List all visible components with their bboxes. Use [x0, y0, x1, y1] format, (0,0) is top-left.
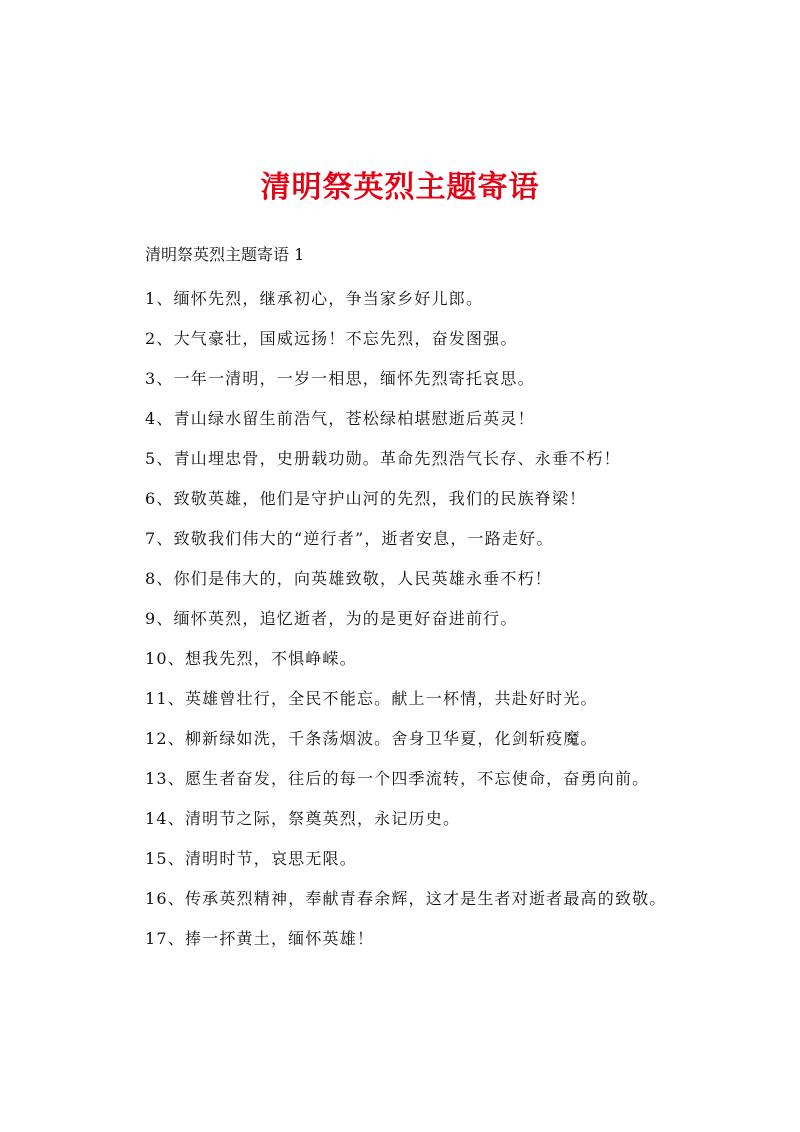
section-heading: 清明祭英烈主题寄语 1 — [145, 245, 305, 264]
list-item: 4、青山绿水留生前浩气，苍松绿柏堪慰逝后英灵！ — [145, 409, 535, 428]
page-title: 清明祭英烈主题寄语 — [260, 170, 540, 205]
list-item: 13、愿生者奋发，往后的每一个四季流转，不忘使命，奋勇向前。 — [145, 769, 650, 788]
list-item: 10、想我先烈，不惧峥嵘。 — [145, 649, 357, 668]
list-item: 5、青山埋忠骨，史册载功勋。革命先烈浩气长存、永垂不朽！ — [145, 449, 621, 468]
list-item: 3、一年一清明，一岁一相思，缅怀先烈寄托哀思。 — [145, 369, 535, 388]
list-item: 2、大气豪壮，国威远扬！不忘先烈，奋发图强。 — [145, 329, 518, 348]
list-item: 17、捧一抔黄土，缅怀英雄！ — [145, 929, 375, 948]
list-item: 15、清明时节，哀思无限。 — [145, 849, 357, 868]
list-item: 8、你们是伟大的，向英雄致敬，人民英雄永垂不朽！ — [145, 569, 552, 588]
list-item: 1、缅怀先烈，继承初心，争当家乡好儿郎。 — [145, 289, 484, 308]
list-item: 7、致敬我们伟大的“逆行者”，逝者安息，一路走好。 — [145, 529, 554, 548]
list-item: 12、柳新绿如洗，千条荡烟波。舍身卫华夏，化剑斩疫魔。 — [145, 729, 598, 748]
list-item: 16、传承英烈精神，奉献青春余辉，这才是生者对逝者最高的致敬。 — [145, 889, 667, 908]
list-item: 14、清明节之际，祭奠英烈，永记历史。 — [145, 809, 461, 828]
message-list — [145, 286, 785, 966]
list-item: 11、英雄曾壮行，全民不能忘。献上一杯情，共赴好时光。 — [145, 689, 598, 708]
list-item: 6、致敬英雄，他们是守护山河的先烈，我们的民族脊梁！ — [145, 489, 587, 508]
list-item: 9、缅怀英烈，追忆逝者，为的是更好奋进前行。 — [145, 609, 518, 628]
